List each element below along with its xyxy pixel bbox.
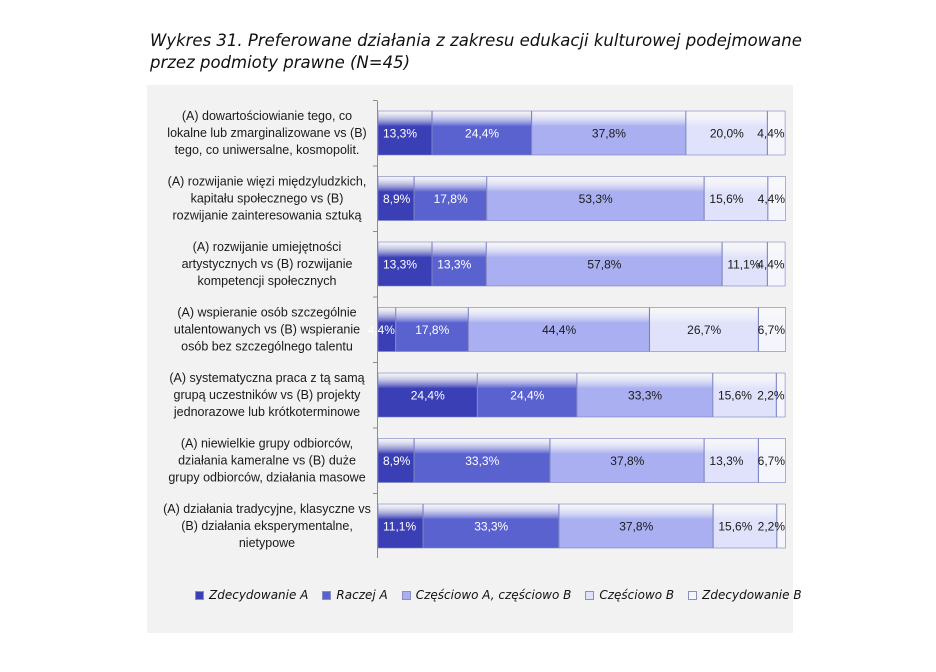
data-label-row-5-series-4: 15,6% <box>717 388 752 403</box>
data-label-row-3-series-1: 13,3% <box>383 257 418 272</box>
category-label-7-line-3: nietypowe <box>238 536 296 550</box>
chart-title-line-1: Wykres 31. Preferowane działania z zakresu edukacji kulturowej podejmowane <box>150 31 802 50</box>
data-label-row-2-series-2: 17,8% <box>433 192 468 206</box>
data-label-row-6-series-3: 37,8% <box>610 454 645 468</box>
legend-swatch-4 <box>585 591 594 600</box>
category-label-4-line-3: osób bez szczególnego talentu <box>181 339 353 354</box>
category-label-1-line-1: (A) dowartościowianie tego, co <box>181 109 353 123</box>
data-label-row-6-series-2: 33,3% <box>465 454 500 468</box>
data-label-row-4-series-5: 6,7% <box>757 323 785 337</box>
data-label-row-2-series-5: 4,4% <box>757 192 785 206</box>
data-label-row-4-series-1: 4,4% <box>367 323 395 337</box>
data-label-row-7-series-5: 2,2% <box>757 519 785 534</box>
data-label-row-3-series-4: 11,1% <box>727 257 761 272</box>
legend-swatch-3 <box>402 591 411 600</box>
data-label-row-6-series-1: 8,9% <box>383 454 411 468</box>
legend-label-5: Zdecydowanie B <box>702 588 802 602</box>
data-label-row-1-series-4: 20,0% <box>709 126 744 141</box>
category-label-7-line-2: (B) działania eksperymentalne, <box>181 519 353 533</box>
category-label-4-line-1: (A) wspieranie osób szczególnie <box>177 305 357 320</box>
data-label-row-6-series-5: 6,7% <box>757 454 785 468</box>
category-label-3-line-3: kompetencji społecznych <box>197 274 337 288</box>
legend-item-3 <box>402 588 572 602</box>
category-label-1-line-3: tego, co uniwersalne, kosmopolit. <box>174 143 360 157</box>
legend-swatch-5 <box>688 591 697 600</box>
category-label-2-line-2: kapitału społecznego vs (B) <box>190 191 344 206</box>
data-label-row-1-series-2: 24,4% <box>465 126 500 141</box>
data-label-row-2-series-1: 8,9% <box>383 192 411 206</box>
legend-item-5 <box>688 588 801 602</box>
legend-label-3: Częściowo A, częściowo B <box>415 588 572 602</box>
data-label-row-6-series-4: 13,3% <box>709 454 744 468</box>
data-label-row-1-series-1: 13,3% <box>383 126 418 141</box>
legend-label-1: Zdecydowanie A <box>209 588 309 602</box>
data-label-row-5-series-5: 2,2% <box>757 388 785 403</box>
category-label-3-line-1: (A) rozwijanie umiejętności <box>192 240 342 254</box>
data-label-row-1-series-3: 37,8% <box>591 126 626 141</box>
data-label-row-3-series-5: 4,4% <box>757 257 785 272</box>
category-label-6-line-3: grupy odbiorców, działania masowe <box>168 470 366 485</box>
category-label-5-line-1: (A) systematyczna praca z tą samą <box>169 371 365 385</box>
data-label-row-7-series-1: 11,1% <box>383 519 417 534</box>
data-label-row-3-series-3: 57,8% <box>587 257 622 272</box>
chart-legend <box>195 586 816 604</box>
data-label-row-3-series-2: 13,3% <box>437 257 472 272</box>
legend-item-4 <box>585 588 674 602</box>
legend-label-2: Raczej A <box>336 588 388 602</box>
category-label-4-line-2: utalentowanych vs (B) wspieranie <box>173 322 361 337</box>
chart-title-line-2: przez podmioty prawne (N=45) <box>150 53 411 72</box>
category-label-7-line-1: (A) działania tradycyjne, klasyczne vs <box>163 502 371 516</box>
data-label-row-5-series-3: 33,3% <box>628 388 663 403</box>
category-label-2-line-3: rozwijanie zainteresowania sztuką <box>172 208 362 223</box>
data-label-row-4-series-2: 17,8% <box>415 323 450 337</box>
legend-label-4: Częściowo B <box>599 588 675 602</box>
legend-item-1 <box>195 588 308 602</box>
category-label-5-line-3: jednorazowe lub krótkoterminowe <box>173 405 361 419</box>
legend-item-2 <box>322 588 387 602</box>
data-label-row-4-series-4: 26,7% <box>687 323 722 337</box>
data-label-row-4-series-3: 44,4% <box>542 323 577 337</box>
data-label-row-7-series-4: 15,6% <box>718 519 753 534</box>
data-label-row-7-series-3: 37,8% <box>619 519 654 534</box>
legend-swatch-2 <box>322 591 331 600</box>
data-label-row-2-series-3: 53,3% <box>578 192 613 206</box>
legend-swatch-1 <box>195 591 204 600</box>
category-label-5-line-2: grupą uczestników vs (B) projekty <box>173 388 361 402</box>
data-label-row-5-series-2: 24,4% <box>510 388 545 403</box>
data-label-row-2-series-4: 15,6% <box>709 192 744 206</box>
category-label-1-line-2: lokalne lub zmarginalizowane vs (B) <box>167 126 367 140</box>
data-label-row-5-series-1: 24,4% <box>410 388 445 403</box>
category-label-3-line-2: artystycznych vs (B) rozwijanie <box>181 257 353 271</box>
data-label-row-1-series-5: 4,4% <box>757 126 785 141</box>
category-label-6-line-1: (A) niewielkie grupy odbiorców, <box>180 436 354 451</box>
category-label-6-line-2: działania kameralne vs (B) duże <box>178 453 356 468</box>
category-label-2-line-1: (A) rozwijanie więzi międzyludzkich, <box>167 174 367 189</box>
data-label-row-7-series-2: 33,3% <box>474 519 509 534</box>
